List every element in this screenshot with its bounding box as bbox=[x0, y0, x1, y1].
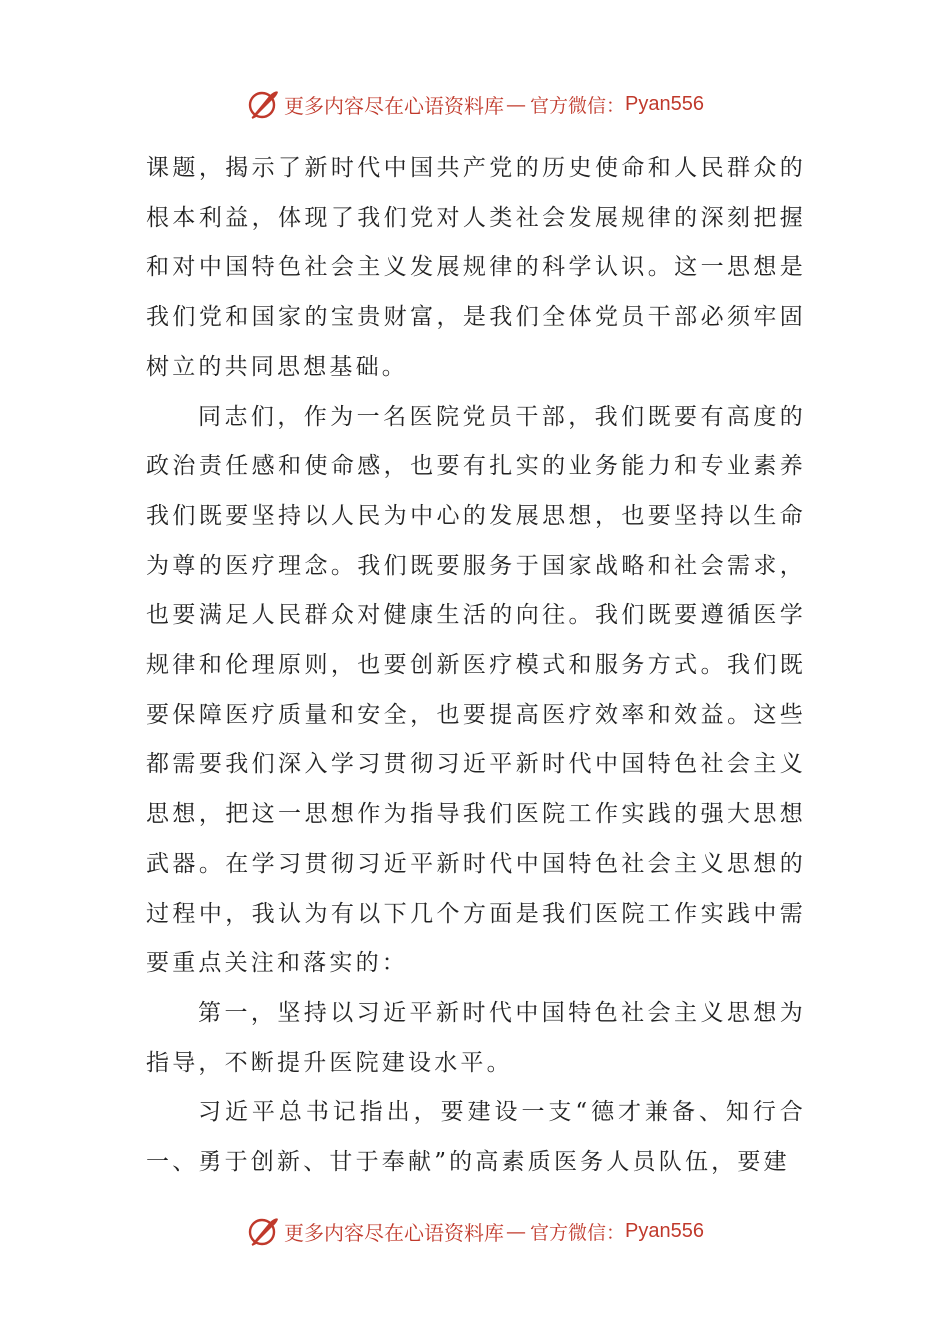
paragraph: 习近平总书记指出，要建设一支“德才兼备、知行合一、勇于创新、甘于奉献”的高素质医务人员队伍，要建 bbox=[146, 1099, 806, 1176]
footer-wechat-label: 官方微信： bbox=[530, 1221, 626, 1244]
header-brand-text: 更多内容尽在心语资料库 bbox=[284, 93, 504, 118]
header-banner bbox=[0, 84, 950, 124]
quill-logo-icon bbox=[246, 87, 280, 121]
header-wechat-id: Pyan556 bbox=[625, 92, 704, 115]
paragraph-heading-first: 第一，坚持以习近平新时代中国特色社会主义思想为指导，不断提升医院建设水平。 bbox=[146, 999, 806, 1076]
footer-wechat-id: Pyan556 bbox=[625, 1219, 704, 1242]
paragraph-continued: 课题，揭示了新时代中国共产党的历史使命和人民群众的根本利益，体现了我们党对人类社会发展规律的深刻把握和对中国特色社会主义发展规律的科学认识。这一思想是我们党和国家的宝贵财富，是我们全体党员干部必须牢固树立的共同思想基础。 bbox=[146, 155, 806, 380]
footer-separator: — bbox=[506, 1219, 526, 1243]
footer-banner bbox=[0, 1211, 950, 1251]
quill-logo-icon bbox=[246, 1214, 280, 1248]
header-separator: — bbox=[506, 92, 526, 116]
header-wechat-label: 官方微信： bbox=[530, 94, 626, 117]
document-body bbox=[146, 144, 806, 1188]
footer-brand-text: 更多内容尽在心语资料库 bbox=[284, 1220, 504, 1245]
paragraph: 同志们，作为一名医院党员干部，我们既要有高度的政治责任感和使命感，也要有扎实的业务能力和专业素养我们既要坚持以人民为中心的发展思想，也要坚持以生命为尊的医疗理念。我们既要服务于国家战略和社会需求，也要满足人民群众对健康生活的向往。我们既要遵循医学规律和伦理原则，也要创新医疗模式和服务方式。我们既要保障医疗质量和安全，也要提高医疗效率和效益。这些都需要我们深入学习贯彻习近平新时代中国特色社会主义思想，把这一思想作为指导我们医院工作实践的强大思想武器。在学习贯彻习近平新时代中国特色社会主义思想的过程中，我认为有以下几个方面是我们医院工作实践中需要重点关注和落实的： bbox=[146, 403, 806, 977]
